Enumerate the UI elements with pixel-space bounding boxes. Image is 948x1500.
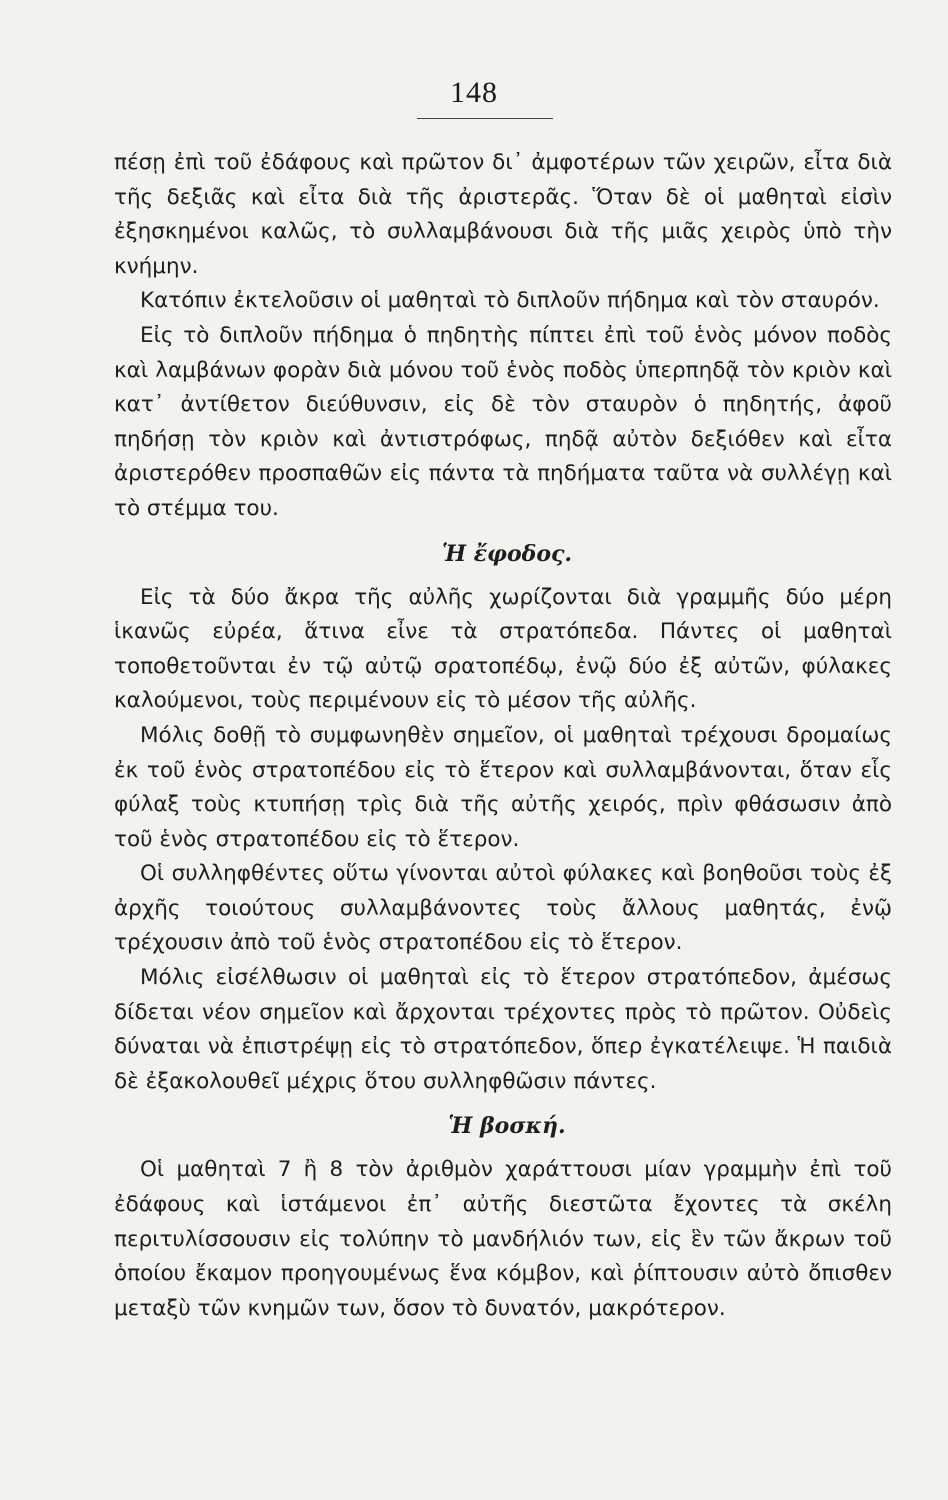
paragraph: Εἰς τὰ δύο ἄκρα τῆς αὐλῆς χωρίζονται διὰ γραμμῆς δύο μέρη ἱκανῶς εὐρέα, ἅτινα εἶνε τὰ στρατόπεδα. Πάντες οἱ μαθηταὶ τοποθετοῦνται ἐν τῷ αὐτῷ σρατοπέδῳ, ἐνῷ δύο ἐξ αὐτῶν, φύλακες καλούμενοι, τοὺς περιμένουν εἰς τὸ μέσον τῆς αὐλῆς. <box>114 584 892 714</box>
page-number-rule <box>417 118 553 119</box>
body-text <box>114 146 892 1326</box>
paragraph: Κατόπιν ἐκτελοῦσιν οἱ μαθηταὶ τὸ διπλοῦν πήδημα καὶ τὸν σταυρόν. <box>140 288 880 314</box>
section-heading-efodos: Ἡ ἔφοδος. <box>441 540 573 567</box>
paragraph: Μόλις δοθῇ τὸ συμφωνηθὲν σημεῖον, οἱ μαθηταὶ τρέχουσι δρομαίως ἐκ τοῦ ἑνὸς στρατοπέδου εἰς τὸ ἕτερον καὶ συλλαμβάνονται, ὅταν εἷς φύλαξ τοὺς κτυπήσῃ τρὶς διὰ τῆς αὐτῆς χειρός, πρὶν φθάσωσιν ἀπὸ τοῦ ἑνὸς στρατοπέδου εἰς τὸ ἕτερον. <box>114 722 892 852</box>
paragraph: Οἱ συλληφθέντες οὕτω γίνονται αὐτοὶ φύλακες καὶ βοηθοῦσι τοὺς ἐξ ἀρχῆς τοιούτους συλλαμβάνοντες τοὺς ἄλλους μαθητάς, ἐνῷ τρέχουσιν ἀπὸ τοῦ ἑνὸς στρατοπέδου εἰς τὸ ἕτερον. <box>114 861 892 956</box>
page-number: 148 <box>450 76 498 109</box>
section-heading-voski: Ἡ βοσκή. <box>448 1113 566 1140</box>
paragraph: Μόλις εἰσέλθωσιν οἱ μαθηταὶ εἰς τὸ ἕτερον στρατόπεδον, ἀμέσως δίδεται νέον σημεῖον καὶ ἄρχονται τρέχοντες πρὸς τὸ πρῶτον. Οὐδεὶς δύναται νὰ ἐπιστρέψῃ εἰς τὸ στρατόπεδον, ὅπερ ἐγκατέλειψε. Ἡ παιδιὰ δὲ ἐξακολουθεῖ μέχρις ὅτου συλληφθῶσιν πάντες. <box>114 965 892 1094</box>
paragraph: Εἰς τὸ διπλοῦν πήδημα ὁ πηδητὴς πίπτει ἐπὶ τοῦ ἑνὸς μόνον ποδὸς καὶ λαμβάνων φορὰν διὰ μόνου τοῦ ἑνὸς ποδὸς ὑπερπηδᾷ τὸν κριὸν καὶ κατ᾽ ἀντίθετον διεύθυνσιν, εἰς δὲ τὸν σταυρὸν ὁ πηδητής, ἀφοῦ πηδήσῃ τὸν κριὸν καὶ ἀντιστρόφως, πηδᾷ αὐτὸν δεξιόθεν καὶ εἶτα ἀριστερόθεν προσπαθῶν εἰς πάντα τὰ πηδήματα ταῦτα νὰ συλλέγῃ καὶ τὸ στέμμα του. <box>114 322 892 521</box>
paragraph: Οἱ μαθηταὶ 7 ἢ 8 τὸν ἀριθμὸν χαράττουσι μίαν γραμμὴν ἐπὶ τοῦ ἐδάφους καὶ ἱστάμενοι ἐπ᾽ αὐτῆς διεστῶτα ἔχοντες τὰ σκέλη περιτυλίσσουσιν εἰς τολύπην τὸ μανδήλιόν των, εἰς ἓν τῶν ἄκρων τοῦ ὁποίου ἔκαμον προηγουμένως ἕνα κόμβον, καὶ ῥίπτουσιν αὐτὸ ὄπισθεν μεταξὺ τῶν κνημῶν των, ὅσον τὸ δυνατόν, μακρότερον. <box>114 1157 892 1321</box>
paragraph-continued: πέσῃ ἐπὶ τοῦ ἐδάφους καὶ πρῶτον δι᾽ ἀμφοτέρων τῶν χειρῶν, εἶτα διὰ τῆς δεξιᾶς καὶ εἶτα διὰ τῆς ἀριστερᾶς. Ὅταν δὲ οἱ μαθηταὶ εἰσὶν ἐξησκημένοι καλῶς, τὸ συλλαμβάνουσι διὰ τῆς μιᾶς χειρὸς ὑπὸ τὴν κνήμην. <box>114 150 892 279</box>
